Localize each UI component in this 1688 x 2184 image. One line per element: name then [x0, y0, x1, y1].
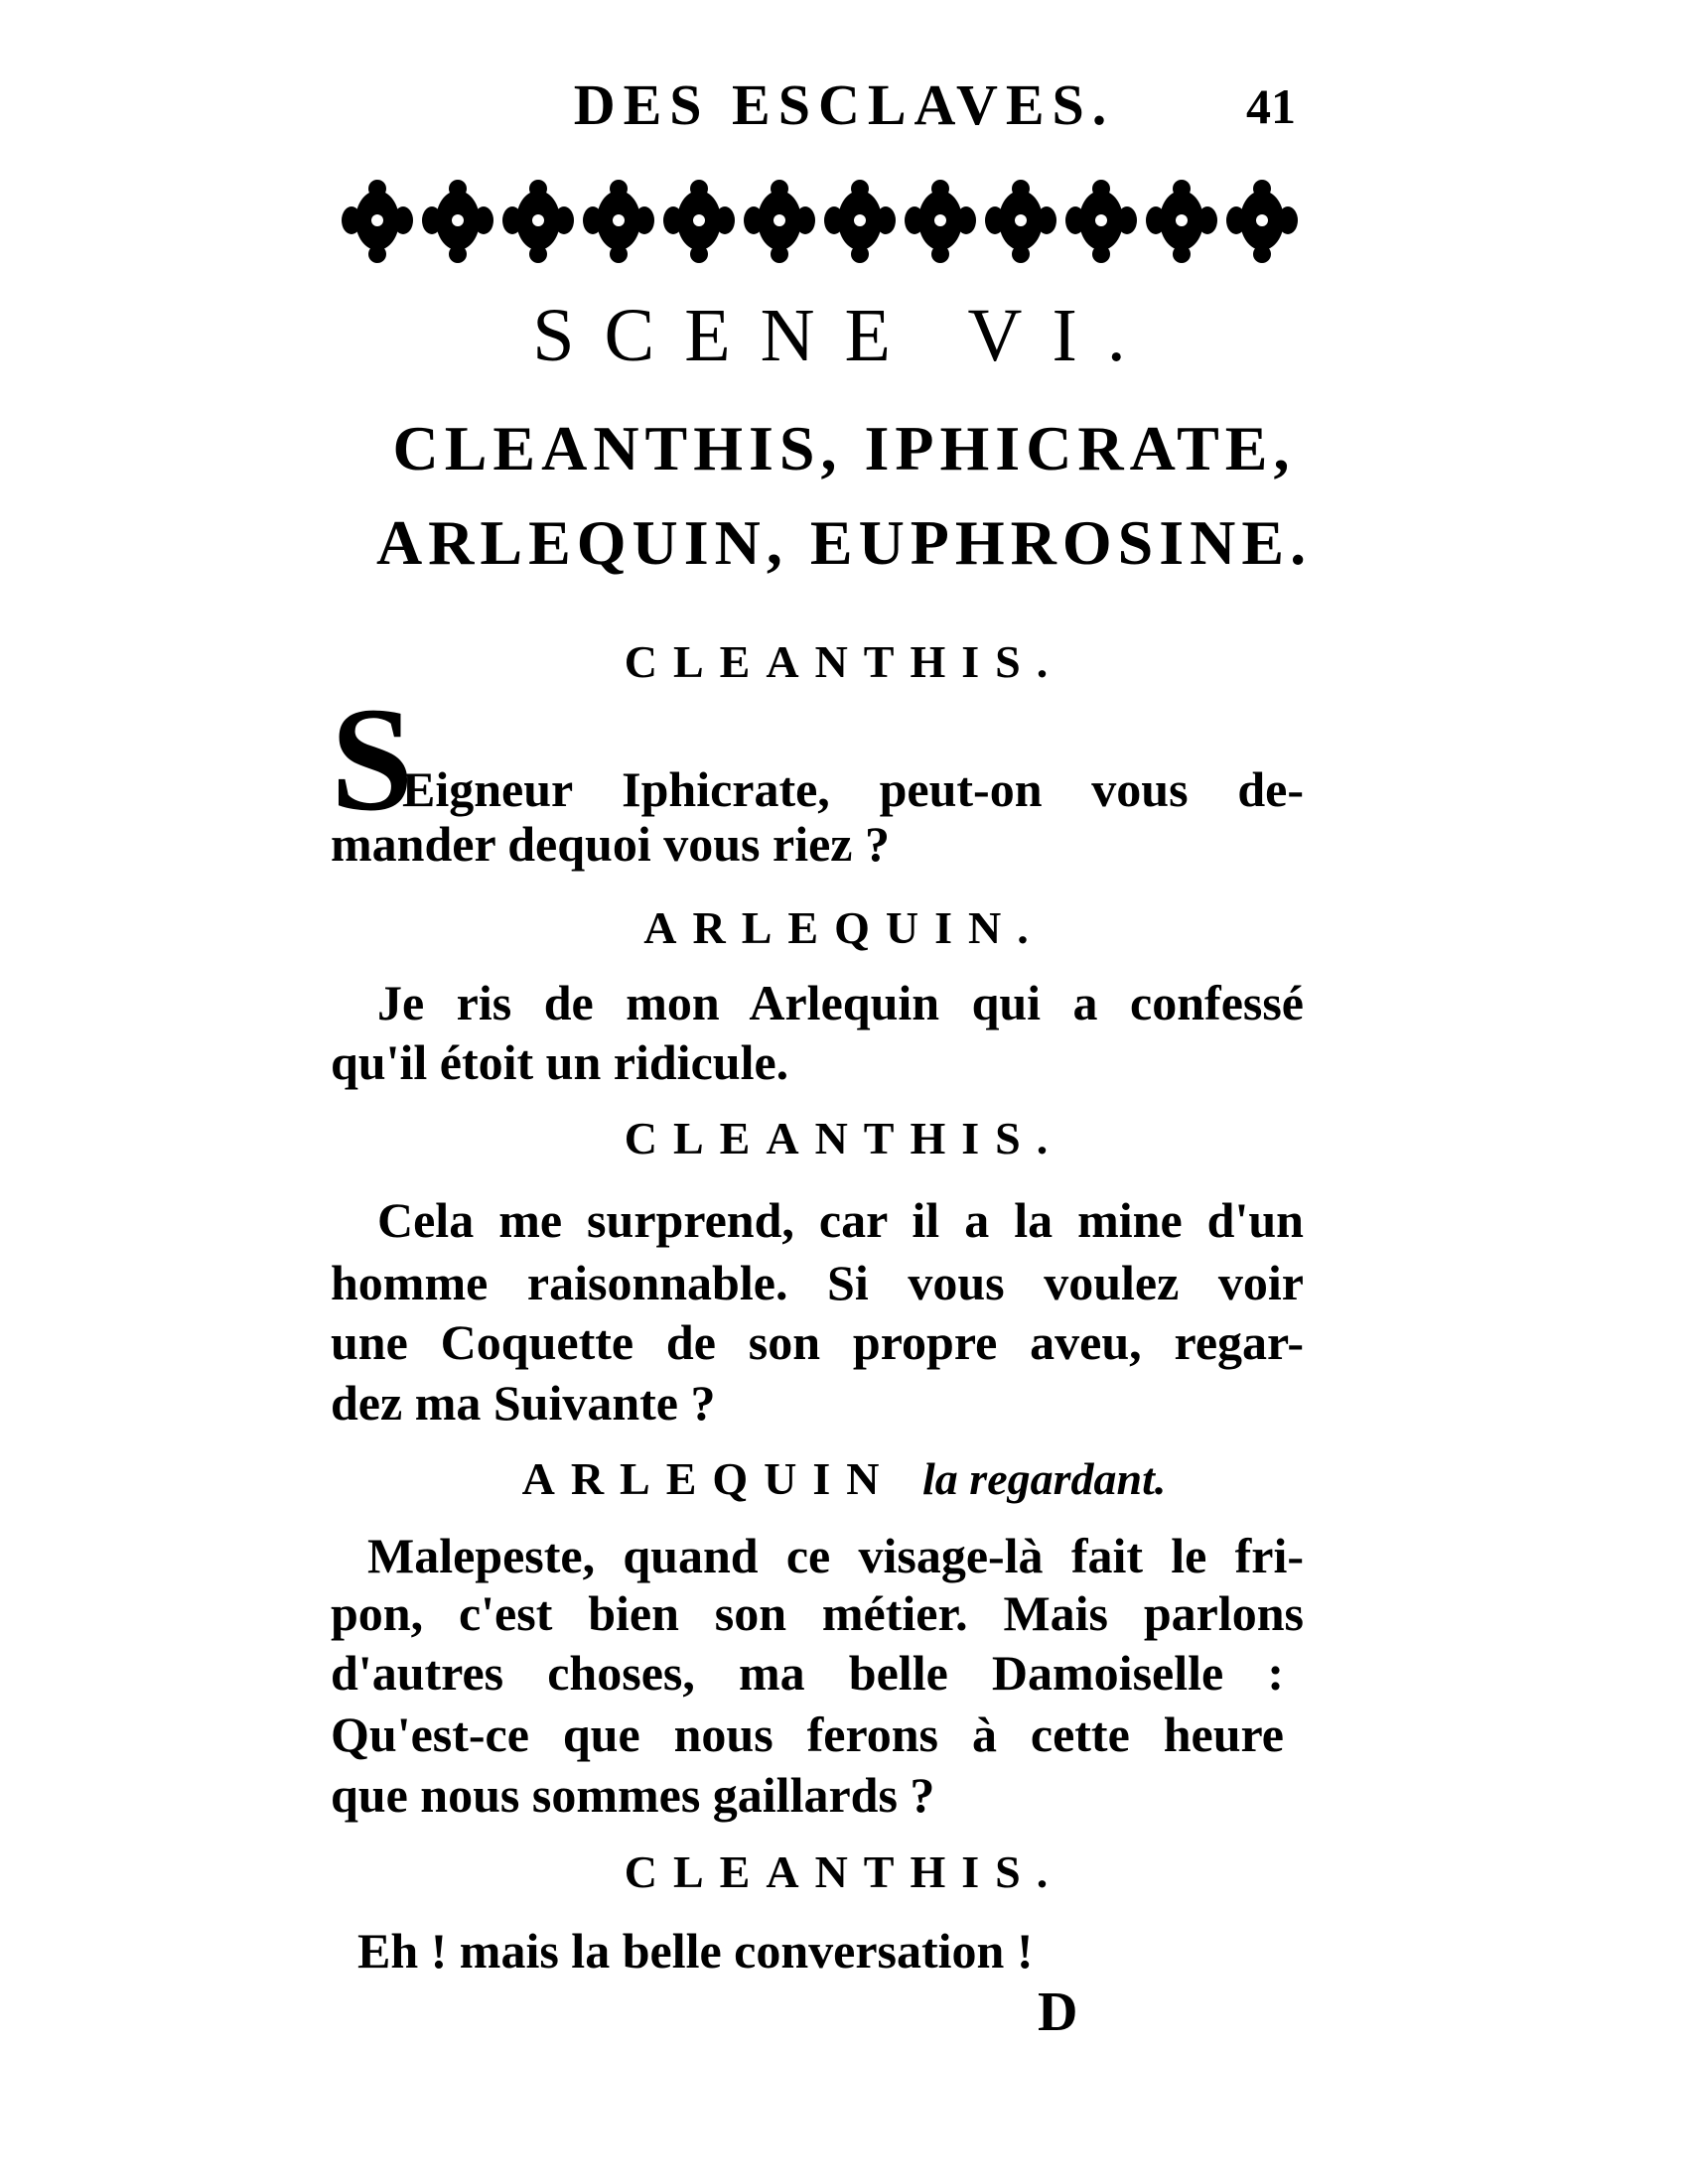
text-line: dez ma Suivante ?	[331, 1375, 716, 1431]
speaker-name: CLEANTHIS.	[624, 636, 1064, 687]
cast-line: CLEANTHIS, IPHICRATE,	[392, 413, 1296, 483]
scene-title: SCENE VI.	[532, 294, 1156, 377]
ornament-band-icon	[338, 179, 1304, 263]
speaker-name: ARLEQUIN.	[643, 902, 1045, 953]
text-line: homme raisonnable. Si vous voulez voir	[331, 1255, 1304, 1310]
text-line: que nous sommes gaillards ?	[331, 1767, 935, 1823]
text-line: Eigneur Iphicrate, peut-on vous de-	[402, 761, 1304, 817]
text-line: qu'il étoit un ridicule.	[331, 1034, 789, 1090]
speaker-name: ARLEQUIN	[521, 1453, 896, 1504]
speaker-name: CLEANTHIS.	[624, 1113, 1064, 1163]
text-line: Malepeste, quand ce visage-là fait le fri-	[367, 1528, 1304, 1583]
speaker-name: CLEANTHIS.	[624, 1846, 1064, 1897]
signature-mark: D	[1038, 1981, 1078, 2043]
text-line: une Coquette de son propre aveu, regar-	[331, 1314, 1304, 1370]
text-line: Je ris de mon Arlequin qui a confessé	[377, 975, 1304, 1030]
page-number: 41	[1246, 78, 1296, 134]
text-line: Eh ! mais la belle conversation !	[357, 1923, 1034, 1979]
stage-direction: la regardant.	[922, 1453, 1167, 1504]
running-title: DES ESCLAVES.	[573, 72, 1115, 137]
text-line: Qu'est-ce que nous ferons à cette heure	[331, 1706, 1284, 1762]
drop-cap: S	[331, 677, 414, 842]
cast-line: ARLEQUIN, EUPHROSINE.	[375, 507, 1313, 578]
text-line: d'autres choses, ma belle Damoiselle :	[331, 1645, 1284, 1701]
text-line: Cela me surprend, car il a la mine d'un	[377, 1192, 1304, 1248]
speaker-heading	[0, 1452, 1688, 1505]
text-line: pon, c'est bien son métier. Mais parlons	[331, 1585, 1304, 1641]
text-line: mander dequoi vous riez ?	[331, 816, 890, 872]
